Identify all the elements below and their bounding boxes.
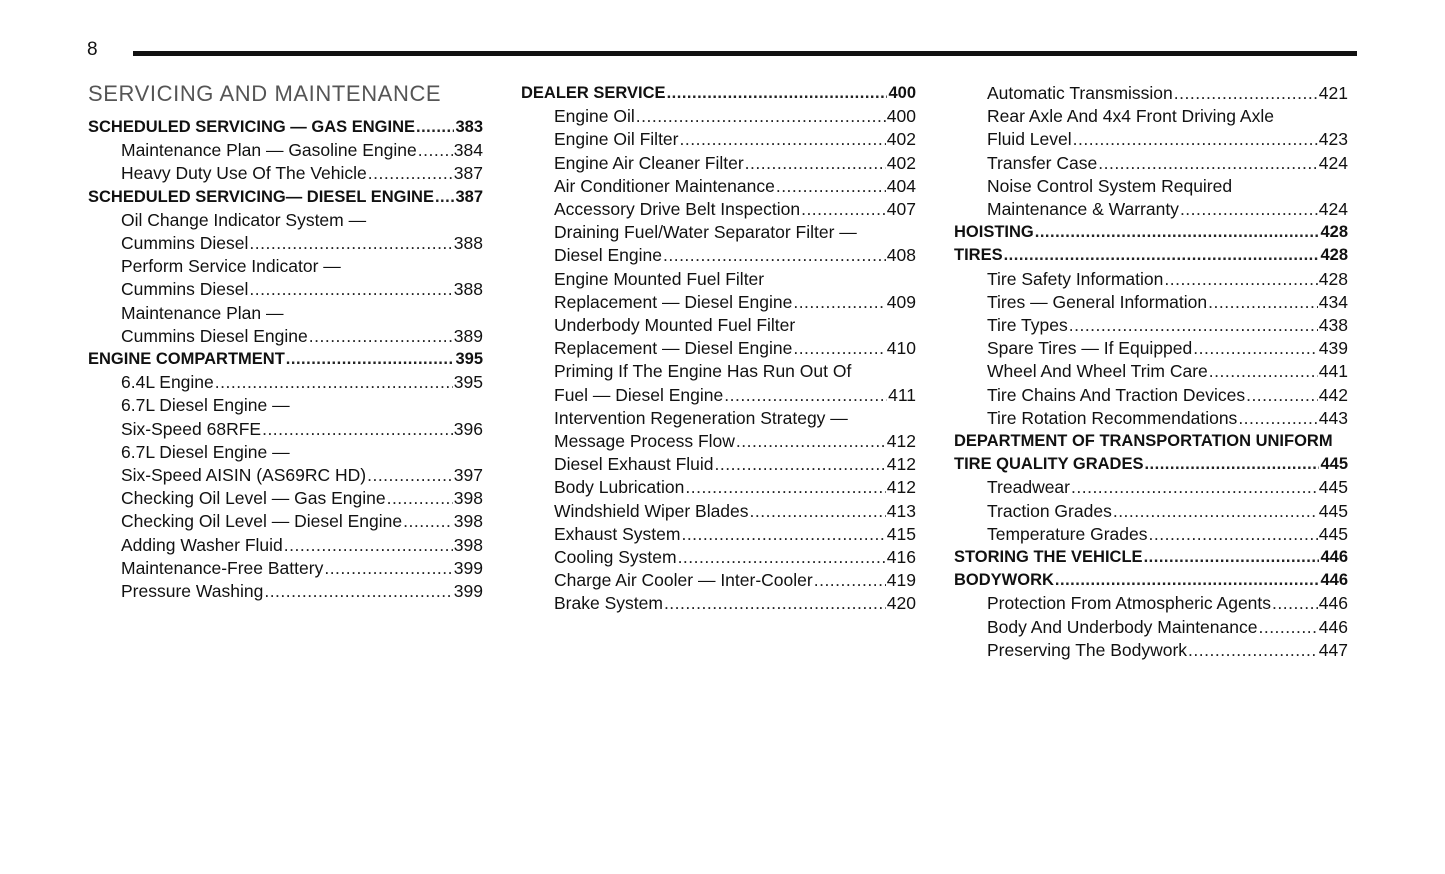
toc-entry-title: Windshield Wiper Blades — [554, 500, 749, 521]
toc-heading-entry[interactable] — [521, 82, 916, 105]
toc-entry[interactable] — [554, 244, 916, 267]
dot-leader — [664, 592, 886, 615]
toc-entry[interactable] — [554, 268, 916, 291]
dot-leader — [1193, 337, 1318, 360]
toc-page-number: 439 — [1318, 338, 1348, 359]
toc-entry[interactable] — [121, 162, 483, 185]
toc-heading-entry[interactable] — [954, 430, 1348, 453]
dot-leader — [435, 186, 455, 209]
toc-page-number: 384 — [453, 140, 483, 161]
toc-heading-entry[interactable] — [954, 453, 1348, 476]
toc-entry-title: Heavy Duty Use Of The Vehicle — [121, 163, 367, 184]
toc-entry[interactable] — [121, 232, 483, 255]
toc-entry[interactable] — [987, 314, 1348, 337]
toc-entry-title: SCHEDULED SERVICING— DIESEL ENGINE — [88, 187, 434, 206]
dot-leader — [403, 510, 453, 533]
toc-page-number: 445 — [1318, 523, 1348, 544]
dot-leader — [663, 244, 886, 267]
toc-page-number: 400 — [888, 84, 916, 102]
toc-page-number: 396 — [453, 418, 483, 439]
dot-leader — [324, 557, 452, 580]
dot-leader — [215, 371, 453, 394]
dot-leader — [1238, 407, 1317, 430]
toc-entry[interactable] — [121, 510, 483, 533]
toc-entry[interactable] — [554, 476, 916, 499]
toc-page-number: 424 — [1318, 199, 1348, 219]
toc-entry[interactable] — [554, 384, 916, 407]
toc-page-number: 404 — [886, 175, 916, 196]
toc-entry[interactable] — [987, 198, 1348, 221]
toc-page-number: 442 — [1318, 384, 1348, 405]
toc-page-number: 441 — [1318, 361, 1348, 382]
toc-entry-title: DEPARTMENT OF TRANSPORTATION UNIFORM — [954, 432, 1333, 450]
toc-heading-entry[interactable] — [954, 569, 1348, 592]
dot-leader — [368, 162, 453, 185]
toc-page-number: 428 — [1320, 223, 1348, 242]
toc-entry-title: Diesel Engine — [554, 245, 662, 266]
toc-entry-title: Automatic Transmission — [987, 83, 1173, 103]
section-title: SERVICING AND MAINTENANCE — [88, 81, 442, 106]
dot-leader — [1113, 500, 1318, 523]
toc-entry[interactable] — [554, 198, 916, 221]
dot-leader — [776, 175, 886, 198]
toc-entry[interactable] — [121, 302, 483, 325]
toc-entry-title: Wheel And Wheel Trim Care — [987, 361, 1208, 382]
toc-entry-title: Draining Fuel/Water Separator Filter — — [554, 222, 857, 243]
toc-entry[interactable] — [987, 360, 1348, 383]
toc-entry[interactable] — [121, 278, 483, 301]
dot-leader — [1209, 360, 1318, 383]
dot-leader — [1098, 152, 1318, 175]
toc-page-number: 402 — [886, 129, 916, 150]
toc-page-number: 411 — [888, 384, 916, 405]
toc-page-number: 408 — [886, 245, 916, 266]
toc-entry[interactable] — [554, 546, 916, 569]
toc-entry-title: Checking Oil Level — Diesel Engine — [121, 511, 403, 532]
toc-entry-title: Engine Mounted Fuel Filter — [554, 268, 765, 289]
dot-leader — [680, 128, 886, 151]
toc-page-number: 398 — [453, 511, 483, 532]
dot-leader — [1069, 314, 1318, 337]
dot-leader — [801, 198, 886, 221]
toc-entry[interactable] — [987, 337, 1348, 360]
toc-page-number: 398 — [453, 534, 483, 555]
dot-leader — [745, 152, 886, 175]
toc-page-number: 423 — [1318, 129, 1348, 150]
dot-leader — [1004, 244, 1320, 267]
toc-entry[interactable] — [554, 152, 916, 175]
dot-leader — [750, 500, 886, 523]
toc-entry-title: SCHEDULED SERVICING — GAS ENGINE — [88, 118, 415, 136]
dot-leader — [724, 384, 887, 407]
toc-entry-title: ENGINE COMPARTMENT — [88, 350, 285, 368]
toc-entry[interactable] — [554, 360, 916, 383]
toc-page-number: 443 — [1318, 407, 1348, 428]
toc-entry-title: Oil Change Indicator System — — [121, 209, 367, 230]
toc-entry-title: Six-Speed AISIN (AS69RC HD) — [121, 465, 367, 485]
toc-entry-title: DEALER SERVICE — [521, 84, 666, 102]
toc-entry[interactable] — [554, 221, 916, 244]
dot-leader — [681, 523, 885, 546]
toc-entry-title: Body And Underbody Maintenance — [987, 616, 1258, 637]
toc-entry-title: Replacement — Diesel Engine — [554, 338, 793, 359]
toc-entry-title: Maintenance & Warranty — [987, 199, 1179, 219]
toc-heading-entry[interactable] — [954, 221, 1348, 244]
toc-page-number: 438 — [1318, 315, 1348, 335]
toc-page-number: 446 — [1320, 571, 1348, 590]
dot-leader — [1208, 291, 1318, 314]
toc-entry-title: Cummins Diesel — [121, 233, 249, 253]
toc-entry-title: Brake System — [554, 593, 663, 614]
dot-leader — [284, 534, 453, 557]
toc-entry-title: Fuel — Diesel Engine — [554, 384, 724, 405]
dot-leader — [1258, 616, 1317, 639]
toc-entry[interactable] — [987, 592, 1348, 615]
toc-entry[interactable] — [987, 500, 1348, 523]
toc-page-number: 387 — [453, 163, 483, 184]
dot-leader — [636, 105, 886, 128]
toc-entry[interactable] — [121, 487, 483, 510]
toc-entry[interactable] — [121, 557, 483, 580]
toc-entry-title: Rear Axle And 4x4 Front Driving Axle — [987, 106, 1274, 127]
toc-entry[interactable] — [987, 268, 1348, 291]
toc-entry-title: BODYWORK — [954, 571, 1054, 590]
dot-leader — [685, 476, 885, 499]
toc-page-number: 387 — [455, 187, 483, 206]
toc-page-number: 447 — [1318, 639, 1348, 660]
toc-entry[interactable] — [121, 325, 483, 348]
toc-entry-title: Priming If The Engine Has Run Out Of — [554, 361, 852, 382]
toc-entry-title: Preserving The Bodywork — [987, 639, 1188, 660]
toc-entry-title: Cummins Diesel Engine — [121, 325, 308, 346]
toc-entry-title: Underbody Mounted Fuel Filter — [554, 315, 796, 335]
dot-leader — [1035, 221, 1320, 244]
toc-entry[interactable] — [121, 418, 483, 441]
toc-page-number: 399 — [453, 581, 483, 601]
toc-entry[interactable] — [121, 441, 483, 464]
toc-heading-entry[interactable] — [88, 186, 483, 209]
toc-entry[interactable] — [554, 430, 916, 453]
toc-entry-title: TIRES — [954, 246, 1003, 265]
toc-page-number: 397 — [453, 465, 483, 485]
toc-entry[interactable] — [554, 523, 916, 546]
toc-entry-title: Adding Washer Fluid — [121, 534, 283, 555]
toc-entry-title: HOISTING — [954, 223, 1034, 242]
dot-leader — [249, 232, 452, 255]
dot-leader — [678, 546, 886, 569]
toc-page-number: 402 — [886, 152, 916, 173]
dot-leader — [1055, 569, 1320, 592]
toc-entry[interactable] — [554, 569, 916, 592]
toc-heading-entry[interactable] — [954, 546, 1348, 569]
toc-entry-title: Protection From Atmospheric Agents — [987, 593, 1272, 614]
toc-page-number: 389 — [453, 325, 483, 346]
toc-page-number: 428 — [1318, 268, 1348, 289]
toc-entry[interactable] — [987, 523, 1348, 546]
dot-leader — [264, 580, 452, 603]
toc-page-number: 415 — [886, 523, 916, 544]
toc-entry-title: Six-Speed 68RFE — [121, 418, 262, 439]
dot-leader — [262, 418, 453, 441]
toc-entry-title: Tire Chains And Traction Devices — [987, 384, 1246, 405]
toc-entry-title: 6.7L Diesel Engine — — [121, 395, 290, 416]
toc-page-number: 421 — [1318, 83, 1348, 103]
toc-entry[interactable] — [987, 105, 1348, 128]
toc-entry-title: Diesel Exhaust Fluid — [554, 454, 714, 475]
dot-leader — [1188, 639, 1318, 662]
toc-page-number: 413 — [886, 500, 916, 521]
dot-leader — [1144, 453, 1319, 476]
toc-page-number: 409 — [886, 291, 916, 312]
toc-page-number: 388 — [453, 279, 483, 300]
dot-leader — [387, 487, 453, 510]
dot-leader — [1164, 268, 1317, 291]
toc-entry-title: 6.7L Diesel Engine — — [121, 441, 290, 462]
toc-entry[interactable] — [554, 407, 916, 430]
dot-leader — [367, 464, 453, 487]
toc-entry-title: Transfer Case — [987, 152, 1098, 173]
toc-entry[interactable] — [121, 371, 483, 394]
dot-leader — [418, 139, 453, 162]
toc-entry[interactable] — [987, 152, 1348, 175]
toc-entry[interactable] — [554, 500, 916, 523]
toc-page-number: 419 — [886, 570, 916, 591]
toc-entry-title: Message Process Flow — [554, 431, 735, 451]
toc-entry[interactable] — [554, 175, 916, 198]
toc-entry[interactable] — [554, 128, 916, 151]
toc-entry[interactable] — [987, 128, 1348, 151]
toc-entry[interactable] — [121, 394, 483, 417]
toc-page-number: 412 — [886, 477, 916, 498]
toc-entry-title: Engine Air Cleaner Filter — [554, 152, 744, 173]
toc-page-number: 388 — [453, 233, 483, 253]
toc-entry-title: Replacement — Diesel Engine — [554, 291, 793, 312]
toc-page-number: 407 — [886, 199, 916, 219]
toc-heading-entry[interactable] — [954, 244, 1348, 267]
toc-entry-title: Intervention Regeneration Strategy — — [554, 407, 848, 428]
toc-page-number: 446 — [1320, 548, 1348, 566]
toc-entry-title: 6.4L Engine — [121, 372, 214, 393]
toc-entry-title: Tire Safety Information — [987, 268, 1164, 289]
toc-entry[interactable] — [554, 453, 916, 476]
toc-page-number: 398 — [453, 488, 483, 509]
toc-entry-title: Body Lubrication — [554, 477, 685, 498]
toc-page-number: 428 — [1320, 246, 1348, 265]
toc-entry[interactable] — [554, 337, 916, 360]
toc-entry[interactable] — [121, 209, 483, 232]
toc-page-number: 445 — [1318, 500, 1348, 521]
dot-leader — [1272, 592, 1318, 615]
dot-leader — [715, 453, 886, 476]
toc-entry-title: Engine Oil — [554, 106, 635, 127]
dot-leader — [667, 82, 888, 105]
toc-page-number: 395 — [453, 372, 483, 393]
toc-entry[interactable] — [121, 255, 483, 278]
toc-entry-title: STORING THE VEHICLE — [954, 548, 1143, 566]
toc-entry[interactable] — [121, 464, 483, 487]
toc-entry-title: Air Conditioner Maintenance — [554, 175, 775, 196]
header-rule — [133, 51, 1357, 56]
dot-leader — [416, 116, 454, 139]
toc-entry[interactable] — [987, 291, 1348, 314]
toc-page-number: 445 — [1320, 455, 1348, 474]
dot-leader — [1149, 523, 1318, 546]
toc-page-number: 400 — [886, 106, 916, 127]
toc-page-number: 420 — [886, 593, 916, 614]
toc-entry-title: Accessory Drive Belt Inspection — [554, 199, 801, 219]
toc-entry-title: Charge Air Cooler — Inter-Cooler — [554, 570, 813, 591]
toc-entry[interactable] — [554, 291, 916, 314]
toc-page-number: 445 — [1318, 477, 1348, 498]
toc-entry-title: Maintenance Plan — Gasoline Engine — [121, 140, 417, 161]
toc-entry[interactable] — [121, 139, 483, 162]
toc-entry-title: Tire Types — [987, 315, 1068, 335]
toc-entry[interactable] — [121, 580, 483, 603]
toc-entry[interactable] — [987, 82, 1348, 105]
dot-leader — [1246, 384, 1318, 407]
toc-entry-title: Pressure Washing — [121, 581, 264, 601]
toc-page-number: 424 — [1318, 152, 1348, 173]
toc-entry-title: Cooling System — [554, 547, 677, 567]
toc-entry[interactable] — [987, 639, 1348, 662]
toc-page-number: 416 — [886, 547, 916, 567]
toc-page-number: 395 — [455, 350, 483, 368]
dot-leader — [793, 291, 885, 314]
toc-entry-title: Traction Grades — [987, 500, 1112, 521]
toc-page-number: 410 — [886, 338, 916, 359]
toc-entry-title: Fluid Level — [987, 129, 1072, 150]
dot-leader — [793, 337, 885, 360]
toc-entry-title: Checking Oil Level — Gas Engine — [121, 488, 386, 509]
toc-entry-title: Exhaust System — [554, 523, 681, 544]
toc-entry-title: Noise Control System Required — [987, 175, 1233, 196]
toc-entry[interactable] — [987, 175, 1348, 198]
dot-leader — [1144, 546, 1320, 569]
dot-leader — [286, 348, 455, 371]
toc-entry[interactable] — [554, 592, 916, 615]
toc-entry-title: Tire Rotation Recommendations — [987, 407, 1238, 428]
toc-entry[interactable] — [121, 534, 483, 557]
toc-entry-title: Perform Service Indicator — — [121, 256, 341, 277]
dot-leader — [249, 278, 452, 301]
toc-entry[interactable] — [987, 616, 1348, 639]
toc-entry-title: Spare Tires — If Equipped — [987, 338, 1193, 359]
toc-entry-title: TIRE QUALITY GRADES — [954, 455, 1144, 474]
toc-page-number: 383 — [455, 118, 483, 136]
toc-page-number: 399 — [453, 557, 483, 578]
toc-entry-title: Maintenance Plan — — [121, 302, 284, 323]
dot-leader — [814, 569, 886, 592]
dot-leader — [1071, 476, 1318, 499]
toc-entry-title: Temperature Grades — [987, 523, 1148, 544]
dot-leader — [1174, 82, 1318, 105]
dot-leader — [1180, 198, 1318, 221]
toc-entry-title: Tires — General Information — [987, 291, 1208, 312]
toc-entry[interactable] — [554, 105, 916, 128]
dot-leader — [736, 430, 886, 453]
toc-entry[interactable] — [987, 384, 1348, 407]
toc-page-number: 434 — [1318, 291, 1348, 312]
toc-entry-title: Treadwear — [987, 477, 1070, 498]
toc-page-number: 446 — [1318, 616, 1348, 637]
toc-page-number: 446 — [1318, 593, 1348, 614]
toc-entry-title: Cummins Diesel — [121, 279, 249, 300]
toc-entry[interactable] — [987, 476, 1348, 499]
page-number: 8 — [87, 39, 98, 60]
dot-leader — [1073, 128, 1318, 151]
toc-heading-entry[interactable] — [88, 116, 483, 139]
toc-entry[interactable] — [987, 407, 1348, 430]
toc-heading-entry[interactable] — [88, 348, 483, 371]
toc-entry[interactable] — [554, 314, 916, 337]
toc-page-number: 412 — [886, 431, 916, 451]
dot-leader — [309, 325, 453, 348]
toc-entry-title: Engine Oil Filter — [554, 129, 679, 150]
toc-page-number: 412 — [886, 454, 916, 475]
toc-entry-title: Maintenance-Free Battery — [121, 557, 324, 578]
